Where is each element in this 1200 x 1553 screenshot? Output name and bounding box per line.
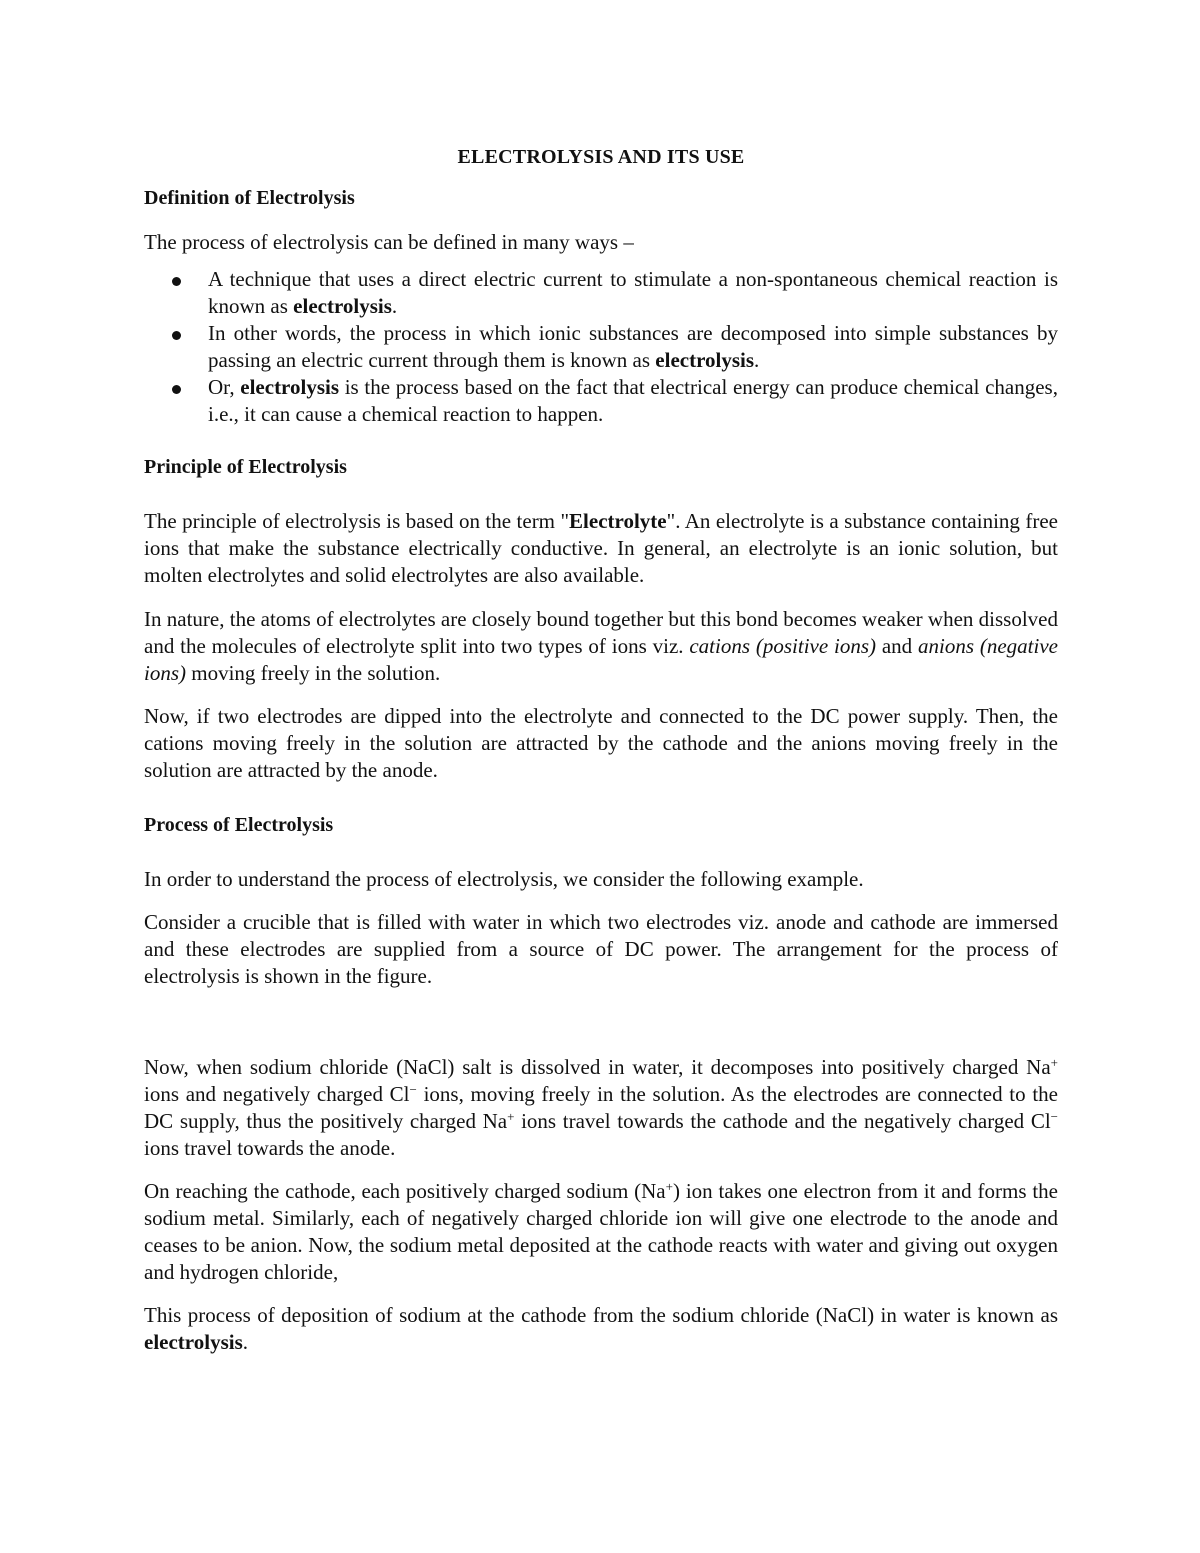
process-paragraph-4: On reaching the cathode, each positively charged sodium (Na+) ion takes one electron from it and forms the sodium metal. Similarly, each of negatively charged chloride ion will give one electrode to the anode and ceases to be anion. Now, the sodium metal deposited at the cathode reacts with water and giving out oxygen and hydrogen chloride,	[144, 1179, 1058, 1284]
principle-paragraph-2: In nature, the atoms of electrolytes are closely bound together but this bond becomes weaker when dissolved and the molecules of electrolyte split into two types of ions viz. cations (positive ions) and anions (negative ions) moving freely in the solution.	[144, 607, 1058, 685]
document-title: ELECTROLYSIS AND ITS USE	[457, 146, 745, 168]
principle-heading: Principle of Electrolysis	[144, 456, 347, 478]
process-paragraph-5: This process of deposition of sodium at the cathode from the sodium chloride (NaCl) in water is known as electrolysis.	[144, 1303, 1058, 1354]
document-page	[144, 138, 1058, 1356]
process-paragraph-2: Consider a crucible that is filled with water in which two electrodes viz. anode and cathode are immersed and these electrodes are supplied from a source of DC power. The arrangement for the process of electrolysis is shown in the figure.	[144, 910, 1058, 988]
principle-paragraph-1: The principle of electrolysis is based on the term "Electrolyte". An electrolyte is a substance containing free ions that make the substance electrically conductive. In general, an electrolyte is an ionic solution, but molten electrolytes and solid electrolytes are also available.	[144, 509, 1058, 587]
definition-intro: The process of electrolysis can be defined in many ways –	[144, 230, 634, 254]
bullet-icon	[172, 277, 181, 286]
list-item: Or, electrolysis is the process based on the fact that electrical energy can produce chemical changes, i.e., it can cause a chemical reaction to happen.	[144, 374, 1058, 428]
process-paragraph-1: In order to understand the process of electrolysis, we consider the following example.	[144, 867, 864, 891]
list-item: In other words, the process in which ionic substances are decomposed into simple substances by passing an electric current through them is known as electrolysis.	[144, 320, 1058, 374]
definition-heading: Definition of Electrolysis	[144, 187, 355, 209]
process-heading: Process of Electrolysis	[144, 814, 334, 836]
definition-list	[144, 266, 1058, 428]
principle-paragraph-3: Now, if two electrodes are dipped into the electrolyte and connected to the DC power supply. Then, the cations moving freely in the solution are attracted by the cathode and the anions moving freely in the solution are attracted by the anode.	[144, 704, 1058, 782]
bullet-icon	[172, 385, 181, 394]
process-paragraph-3: Now, when sodium chloride (NaCl) salt is dissolved in water, it decomposes into positively charged Na+ ions and negatively charged Cl− ions, moving freely in the solution. As the electrodes are connected to the DC supply, thus the positively charged Na+ ions travel towards the cathode and the negatively charged Cl− ions travel towards the anode.	[144, 1055, 1059, 1160]
bullet-icon	[172, 331, 181, 340]
list-item: A technique that uses a direct electric current to stimulate a non-spontaneous chemical reaction is known as electrolysis.	[144, 266, 1058, 320]
